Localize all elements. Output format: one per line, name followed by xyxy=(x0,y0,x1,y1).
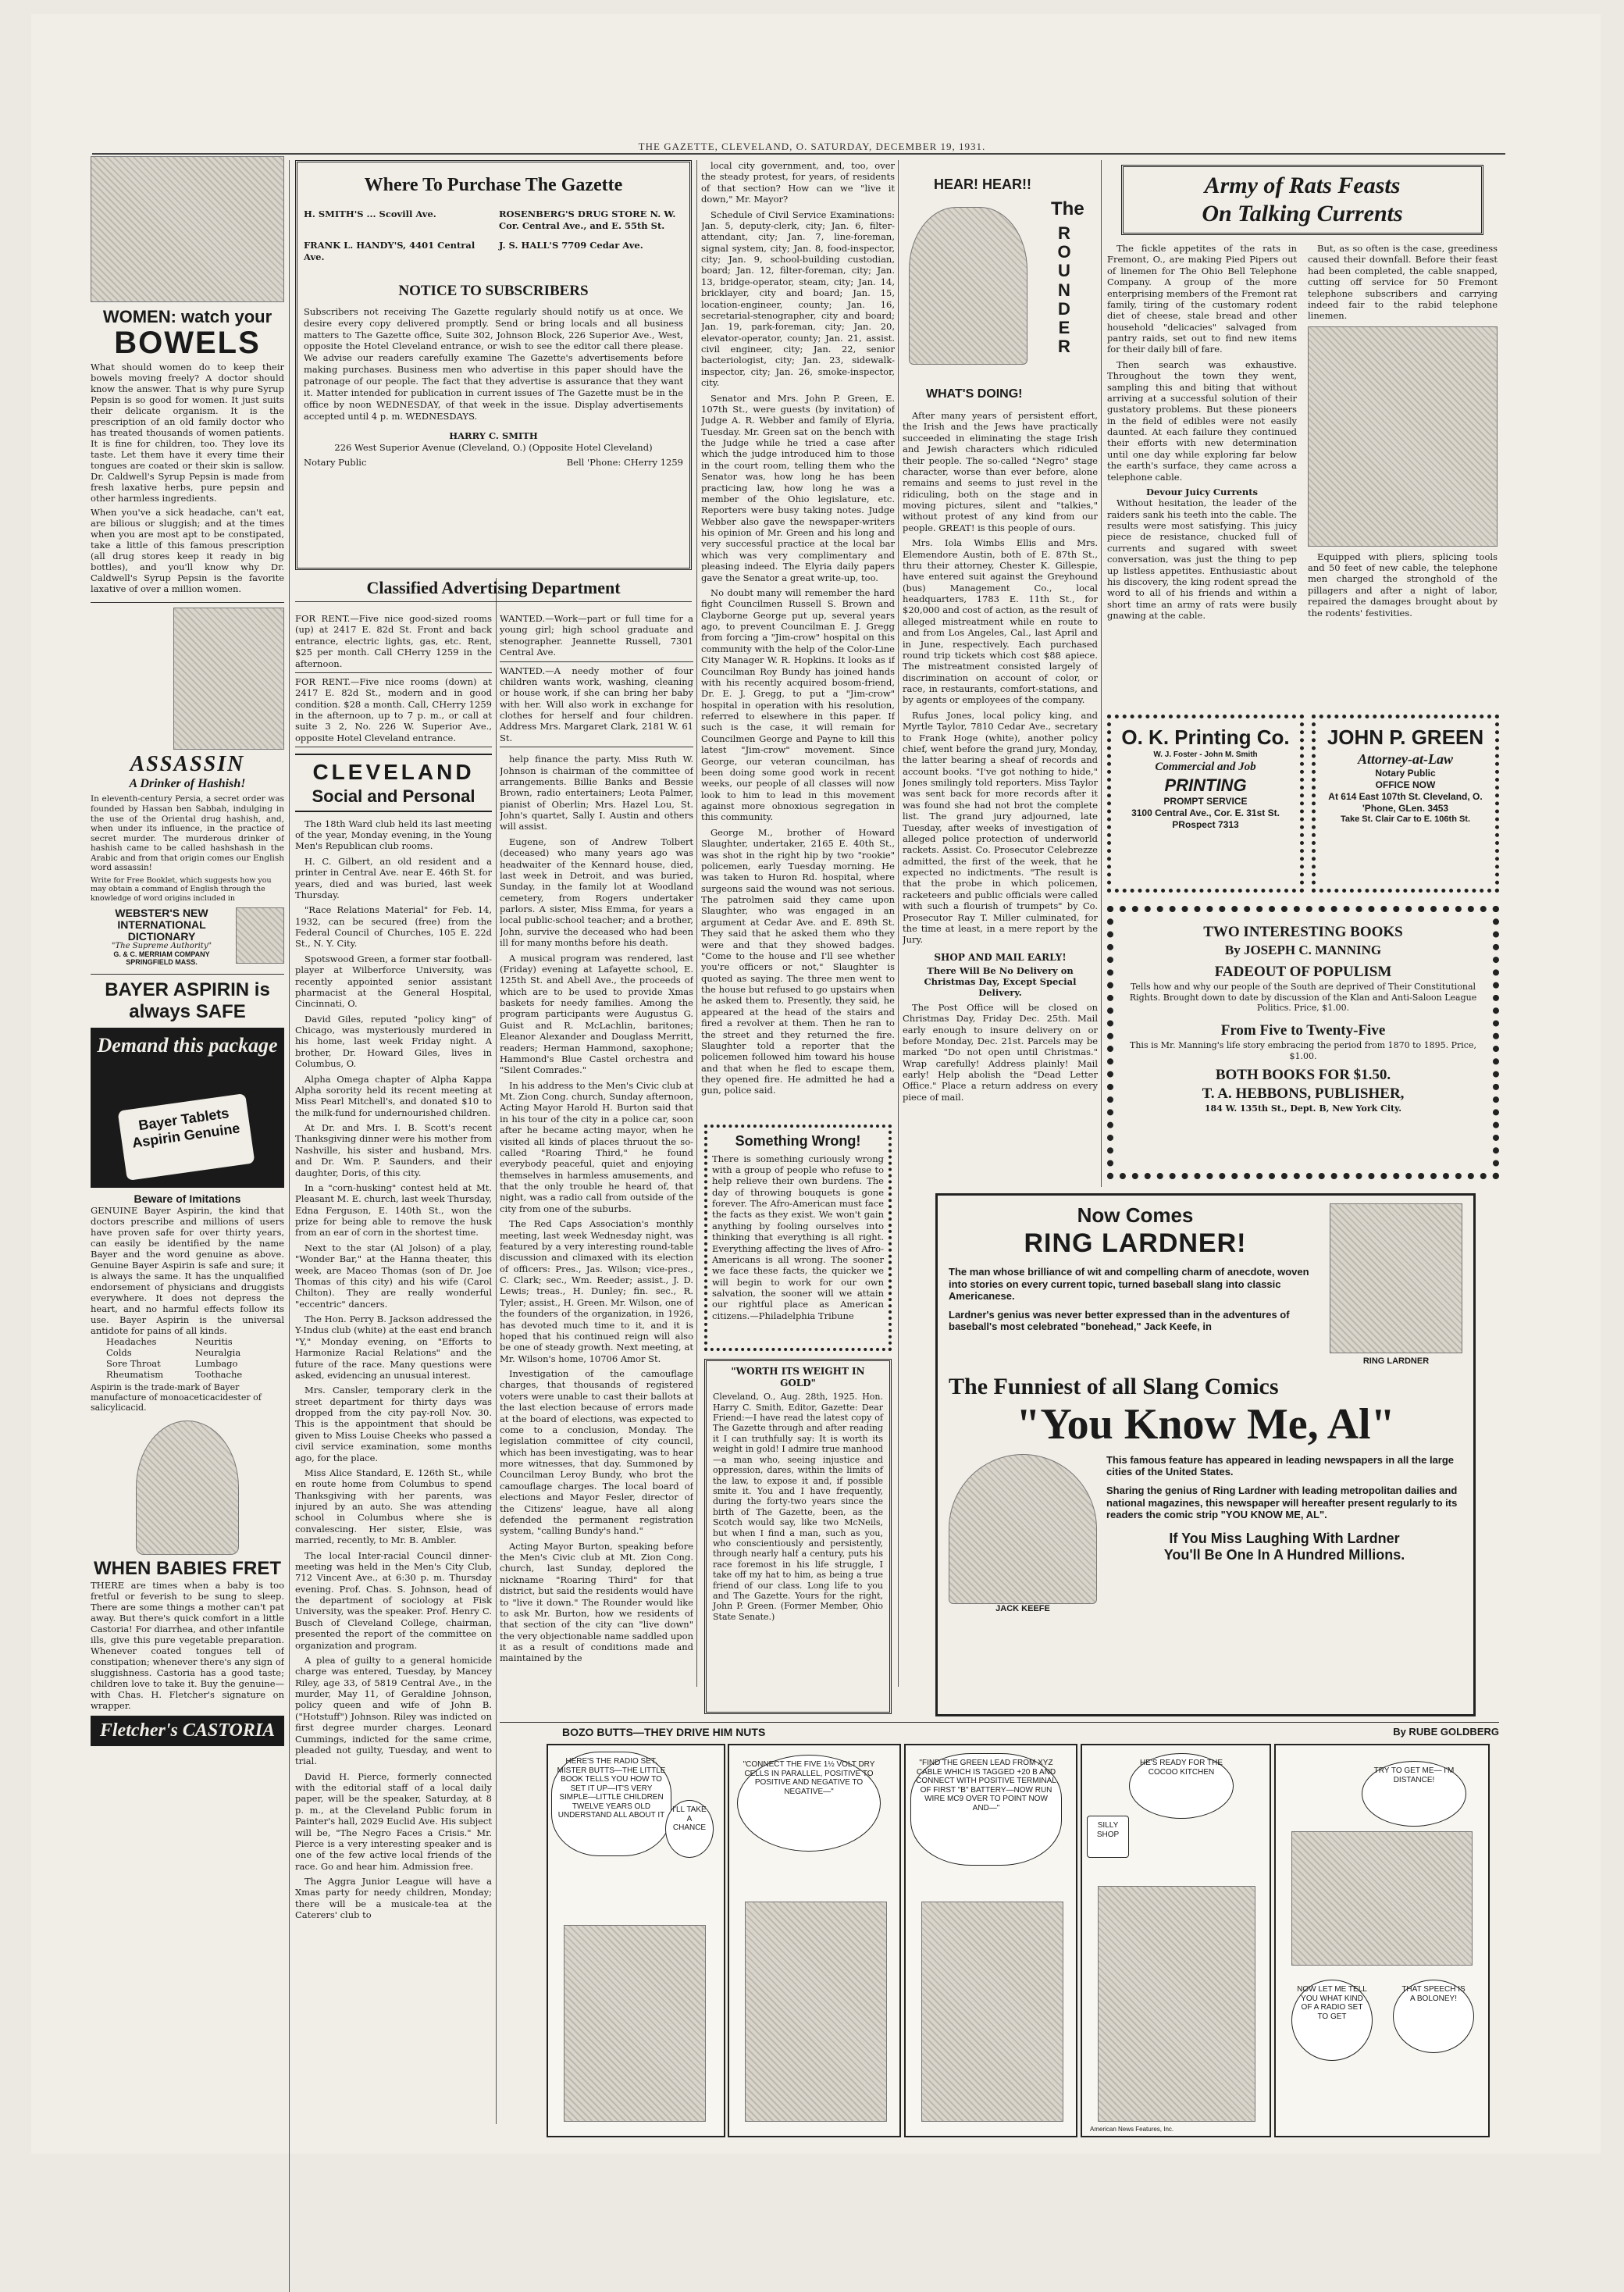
panel-1-figures xyxy=(564,1925,706,2122)
printing-line-3: PROMPT SERVICE xyxy=(1163,796,1248,807)
bayer-beware: Beware of Imitations xyxy=(134,1192,241,1205)
speech-bubble: NOW LET ME TELL YOU WHAT KIND OF A RADIO SET TO GET xyxy=(1291,1980,1373,2061)
social-item: In a "corn-husking" contest held at Mt. Pleasant M. E. church, last week Thursday, Edna Ferguson, E. 140th St., won the prize for being able to remove the husk from an ear of corn in the shortest time. xyxy=(295,1182,492,1239)
news-item: local city government, and, too, over the steady protest, for years, of residents of that section? How can we "live it down," Mr. Mayor? xyxy=(701,160,895,205)
books-publisher-address: 184 W. 135th St., Dept. B, New York City. xyxy=(1204,1103,1402,1114)
bayer-package-illustration xyxy=(91,1028,284,1188)
webster-title: WEBSTER'S NEW INTERNATIONAL DICTIONARY xyxy=(115,907,208,943)
printing-line-2: PRINTING xyxy=(1164,775,1247,795)
news-item: No doubt many will remember the hard fight Councilmen Russell S. Brown and Clayborne George put up, several years ago, to prevent Councilman E. J. Gregg from forcing a "Jim-crow" hospital on this community with the help of the Color-Line City Manager W. R. Hopkins. It looks as if Councilman Roy Bundy has joined hands with his recently acquired bosom-friend, Dr. E. J. Gregg, to put a "Jim-crow" hospital in operation with his resolution, referred to elsewhere in this paper. If such is the case, it will remain for Councilmen George and Payne to kill this latest "Jim-crow" movement. Since George, our veteran councilman, has been doing some good work in recent weeks, our people of all classes will now look to him to lead in this movement against more obnoxious segregation in this community. xyxy=(701,586,895,823)
rounder-item: Mrs. Iola Wimbs Ellis and Mrs. Elemendore Austin, both of E. 87th St., thru their attorney, Chester K. Gillespie, have entered suit against the Greyhound (bus) Management Co., local headquarters, 1783 E. 11th St., for $20,000 and cost of action, as the result of alleged mistreatment while en route to and from Los Angeles, Cal., last April and in June, respectively. Each purchased round trip tickets which cost $88 apiece. The mistreatment consisted largely of discrimination on account of color, or race, in restaurants, comfort-stations, and by agents or employees of the company. xyxy=(903,537,1098,706)
comic-credit: American News Features, Inc. xyxy=(1090,2126,1174,2133)
social-item: "Race Relations Material" for Feb. 14, 1932, can be secured (free) from the Federal Council of Churches, 105 E. 22d St., N. Y. City. xyxy=(295,904,492,950)
speech-bubble: HERE'S THE RADIO SET, MISTER BUTTS—THE LITTLE BOOK TELLS YOU HOW TO SET IT UP—IT'S VERY SIMPLE—LITTLE CHILDREN TWELVE YEARS OLD UNDERSTAND ALL ABOUT IT xyxy=(551,1752,671,1856)
social-item: H. C. Gilbert, an old resident and a printer in Central Ave. near E. 46th St. for years, died and was buried, last week Thursday. xyxy=(295,855,492,900)
social-item: Investigation of the camouflage charges, that thousands of registered voters were unable to cast their ballots at the last election because of errors made at the board of elections, was expected to come to a conclusion, Monday. The legislation committee of city council, which has been investigating, was to hear more witnesses, that day. Summoned by Councilman Leroy Bundy, who brot the camouflage charges. The local board of elections and Mayor Fesler, director of the Citizens' league, have all along defended the permanent registration system, "calling Bundy's hand." xyxy=(500,1368,693,1537)
social-item: Next to the star (Al Jolson) of a play, "Wonder Bar," at the Hanna theater, this week, are Maceo Thomas (son of Dr. Joe Thomas of this city) and his wife (Carol Chilton). They are really wonderful "eccentric" dancers. xyxy=(295,1242,492,1310)
ailment: Colds xyxy=(106,1346,132,1358)
green-name: JOHN P. GREEN xyxy=(1327,725,1484,749)
comic-panel-2 xyxy=(728,1744,901,2137)
rats-text: Equipped with pliers, splicing tools and 50 feet of new cable, the telephone men charged the stronghold of the pillagers and after a night of labor, repaired the damages brought about by the rodents' festivities. xyxy=(1308,551,1498,618)
babies-text: THERE are times when a baby is too fretful or feverish to be sung to sleep. There are some things a mother can't pat away. But there's quick comfort in a little Castoria! For diarrhea, and other infantile ills, give this pure vegetable preparation. Whenever coated tongues tell of constipation; whenever there's any sign of sluggishness. Castoria has a good taste; children love to take it. Buy the genuine—with Chas. H. Fletcher's signature on wrapper. xyxy=(91,1580,284,1712)
rounder-item: After many years of persistent effort, the Irish and the Jews have practically succeeded in eliminating the stage Irish and Jewish characters which ridiculed their people. The so-called "Negro" stage character, worse than ever before, alone remains and seems to just revel in the ridiculing, both on the stage and in moving pictures, silent and "talkies," without protest of any kind from our people. GREAT! is this people of ours. xyxy=(903,410,1098,533)
speech-bubble: "FIND THE GREEN LEAD FROM XYZ CABLE WHICH IS TAGGED +20 B AND CONNECT WITH POSITIVE TERMINAL OF FIRST "B" BATTERY—NOW RUN WIRE MC9 OVER TO POINT NOW AND—" xyxy=(910,1753,1062,1866)
books-author: By JOSEPH C. MANNING xyxy=(1224,942,1382,957)
bayer-demand: Demand this package xyxy=(97,1033,278,1057)
social-title-2: Social and Personal xyxy=(295,786,492,812)
comic-title: BOZO BUTTS—THEY DRIVE HIM NUTS xyxy=(562,1726,766,1738)
notary-label: Notary Public xyxy=(304,456,367,468)
rounder-figure-illustration xyxy=(909,207,1027,365)
social-item: David Giles, reputed "policy king" of Chicago, was mysteriously murdered in his home, last week Friday night. A brother, Dr. Howard Giles, lives in Columbus, O. xyxy=(295,1013,492,1070)
social-item: David H. Pierce, formerly connected with the editorial staff of a local daily paper, will be the speaker, Saturday, at 8 p. m., at the Cleveland Public forum in Painter's hall, 2029 Euclid Ave. His subject will be, "The Negro Faces a Crisis." Mr. Pierce is a very interesting speaker and is one of the few active local friends of the race. Go and hear him. Admission free. xyxy=(295,1770,492,1872)
store-item: ROSENBERG'S DRUG STORE N. W. Cor. Central Ave., and E. 55th St. xyxy=(499,209,676,232)
lardner-name: RING LARDNER! xyxy=(1024,1228,1247,1259)
lardner-now: Now Comes xyxy=(1077,1203,1194,1227)
green-notary: Notary Public xyxy=(1375,768,1436,779)
purchase-gazette-box xyxy=(295,160,692,570)
dictionary-book-icon xyxy=(236,907,284,964)
social-item: The local Inter-racial Council dinner-meeting was held in the Men's City Club, 712 Vincent Ave., at 6:30 p. m. Thursday evening. Prof. Chas. S. Johnson, head of the department of sociology at Fisk University, was the speaker. Prof. Henry C. Busch of Cleveland College, chairman, presented the report of the committee on organization and program. xyxy=(295,1549,492,1651)
bowels-ad-text-2: When you've a sick headache, can't eat, are bilious or sluggish; and at the times when you are most apt to be constipated, take a little of this famous prescription (all drug stores keep it ready in big bottles), and you'll know why Dr. Caldwell's Syrup Pepsin is the favorite laxative of over a million women. xyxy=(91,507,284,595)
green-phone: 'Phone, GLen. 3453 xyxy=(1362,803,1449,814)
green-address: At 614 East 107th St. Cleveland, O. xyxy=(1328,791,1483,802)
worth-weight-text: Cleveland, O., Aug. 28th, 1925. Hon. Harry C. Smith, Editor, Gazette: Dear Friend:—I have read the latest copy of The Gazette through and after reading it I can truthfully say: It is worth its weight in gold! I admire true manhood—a man who, seeing injustice and oppression, dares, within the limits of the law, to expose it and, if possible smite it. You and I have frequently, during the forty-two years since the birth of The Gazette, been, as the Scotch would say, like two McNeils, but when I find a man, such as you, who conscientiously and persistently, through nearly half a century, puts his race foremost in his life struggle, I take off my hat to him, as being a true friend of our class. Long life to you and The Gazette. Yours for the right, John P. Green. (Former Member, Ohio State Senate.) xyxy=(713,1392,883,1622)
lardner-miss-1: If You Miss Laughing With Lardner xyxy=(1169,1530,1400,1546)
ring-lardner-ad xyxy=(935,1193,1476,1716)
doctor-woman-illustration xyxy=(91,156,284,302)
lardner-miss-2: You'll Be One In A Hundred Millions. xyxy=(1163,1547,1405,1563)
webster-tagline: "The Supreme Authority" xyxy=(111,942,212,951)
shop-early-subtitle: There Will Be No Delivery on Christmas Day, Except Special Delivery. xyxy=(924,964,1077,999)
printing-name: O. K. Printing Co. xyxy=(1121,725,1290,749)
shop-early-title: SHOP AND MAIL EARLY! xyxy=(934,951,1067,963)
store-item: J. S. HALL'S 7709 Cedar Ave. xyxy=(499,240,643,251)
ailment: Sore Throat xyxy=(106,1357,161,1369)
keefe-caption: JACK KEEFE xyxy=(995,1603,1050,1613)
rats-title-1: Army of Rats Feasts xyxy=(1204,173,1401,198)
publisher-name: HARRY C. SMITH xyxy=(449,430,538,441)
social-item: Miss Alice Standard, E. 126th St., while en route home from Columbus to spend Thanksgiving with her parents, was injured by an auto. She was attending school in Columbus where she is convalescing. Her sister, Elsie, was married, recently, to Mr. B. Ambler. xyxy=(295,1467,492,1546)
lardner-ykma: "You Know Me, Al" xyxy=(1016,1400,1395,1449)
assassin-text: In eleventh-century Persia, a secret order was founded by Hassan ben Sabbah, indulging in the use of the Oriental drug hashish, and, when under its influence, in the practice of secret murder. The murderous drinker of hashish came to be called hashshash in the Arabic and from that origin comes our English word assassin! xyxy=(91,794,284,873)
books-ad xyxy=(1107,906,1499,1179)
assassin-ad xyxy=(91,602,284,966)
column-4 xyxy=(701,160,895,1117)
green-title: Attorney-at-Law xyxy=(1358,750,1453,767)
rats-text: The fickle appetites of the rats in Fremont, O., are making Pied Pipers out of linemen for The Ohio Bell Telephone Company. A group of the more enterprising members of the Fremont rat family, tiring of the customary rodent diet of cheese, stale bread and other household "delicacies" salvaged from pantry raids, set out to find new items for their daily bill of fare. xyxy=(1107,243,1297,355)
ailment: Lumbago xyxy=(195,1357,238,1369)
wanted-ad-2: WANTED.—A needy mother of four children wants work, washing, cleaning or house work, if she can bring her baby with her. Will also work in exchange for clothes for herself and four children. Address Mrs. Margaret Clark, 2181 W. 61 St. xyxy=(500,665,693,748)
social-item: The Aggra Junior League will have a Xmas party for needy children, Monday; there will be a musicale-tea at the Caterers' club to xyxy=(295,1876,492,1921)
panel-5-figures xyxy=(1291,1831,1473,1966)
bowels-headline-2: BOWELS xyxy=(114,326,261,360)
books-publisher: T. A. HEBBONS, PUBLISHER, xyxy=(1202,1085,1405,1102)
ailment: Neuritis xyxy=(195,1335,233,1347)
masthead: THE GAZETTE, CLEVELAND, O. SATURDAY, DECEMBER 19, 1931. xyxy=(638,141,986,152)
printing-address: 3100 Central Ave., Cor. E. 31st St. xyxy=(1131,807,1280,819)
something-wrong-box xyxy=(704,1125,892,1351)
panel-2-figures xyxy=(745,1902,887,2122)
webster-publisher: G. & C. MERRIAM COMPANY SPRINGFIELD MASS. xyxy=(113,950,210,967)
rounder-head: HEAR! HEAR!! xyxy=(934,176,1031,192)
news-item: Schedule of Civil Service Examinations: Jan. 5, deputy-clerk, city; Jan. 6, filter-attendant, city; Jan. 7, line-foreman, signal system, city; Jan. 8, food-inspector, city; Jan. 9, school-building custodian, board; Jan. 12, filter-foreman, city; Jan. 13, bridge-operator, steam, city; Jan. 14, bricklayer, city and board; Jan. 15, location-engineer, county; Jan. 16, secretarial-stenographer, city and board; Jan. 19, park-foreman, city; Jan. 20, elevator-operator, county; Jan. 21, assist. civil engineer, city; Jan. 22, senior bacteriologist, city; Jan. 23, sidewalk-inspector, city; Jan. 26, smoke-inspector, city. xyxy=(701,209,895,389)
column-2 xyxy=(295,613,492,2128)
sign-label: SILLY SHOP xyxy=(1087,1816,1129,1858)
shop-early-text: The Post Office will be closed on Christmas Day, Friday Dec. 25th. Mail early enough to insure delivery on or before Monday, Dec. 21st. Parcels may be marked "Do not open until Christmas." Wrap carefully! Address plainly! Mail early! Help abolish the "Dead Letter Office." Place a return address on every piece of mail. xyxy=(903,1001,1098,1103)
rats-title-box xyxy=(1121,165,1483,235)
rounder-item: Rufus Jones, local policy king, and Myrtle Taylor, 7810 Cedar Ave., secretary to Frank Hoge (white), another policy chief, went before the grand jury, Monday, the latter bearing a sheaf of records and account books. "I've got nothing to hide," Jones smilingly told reporters. Miss Taylor was sent back for more records after it was found she had not brot the complete list. The grand jury adjourned, late Tuesday, after weeks of investigation of alleged police protection of underworld rackets. Assist. Co. Prosecutor Celebrezze admitted, the first of the week, that he expected no indictments. "The result is that the probe in which policemen, racketeers and public officials were called with such a flourish of trumpets" by Co. Prosecutor Ray T. Miller culminated, for the time at least, in a mere report by the Jury. xyxy=(903,709,1098,946)
rounder-column xyxy=(903,160,1098,1191)
book-2-desc: This is Mr. Manning's life story embracing the period from 1870 to 1895. Price, $1.00. xyxy=(1130,1039,1476,1061)
rounder-the: The xyxy=(1051,198,1084,219)
social-item: The Red Caps Association's monthly meeting, last week Wednesday night, was featured by a very interesting round-table discussion and climaxed with its election of officers: Pres., Jas. Wilson; vice-pres., C. Clark; sec., Wm. Reeder; assist., J. D. Lewis; treas., H. Dunley; fin. sec., R. Tyler; assist., H. Green. Mr. Wilson, one of the founders of the organization, in 1926, has devoted much time to it, and it is hoped that his continued reign will also be one of steady growth. Next meeting, at Mr. Wilson's home, 10706 Amor St. xyxy=(500,1218,693,1364)
rats-text: But, as so often is the case, greediness caused their downfall. Before their feast had been completed, the cable snapped, cutting off service for 50 Fremont telephone subscribers and carrying indeed fair to the rabid telephone linemen. xyxy=(1308,243,1498,322)
news-item: Senator and Mrs. John P. Green, E. 107th St., were guests (by invitation) of Judge A. R. Webber and family of Elyria, Tuesday. Mr. Green sat on the bench with the Judge while he tried a case after which the judge introduced him to those in the court room, telling them who the Senator was, how long he has been practicing law, how long he was a member of the Ohio legislature, etc. Reporters were busy taking notes. Judge Webber also gave the newspaper-writers his opinion of Mr. Green and his long and very successful practice at the local bar which was very complimentary and pleasing indeed. The Elyria daily papers gave the Senator a great write-up, too. xyxy=(701,392,895,583)
rent-ad-2: FOR RENT.—Five nice rooms (down) at 2417 E. 82d St., modern and in good condition. $28 a month. Call, CHerry 1259 in the afternoon, up to 7 p. m., or call at suite 3 2, No. 226 W. Superior Ave., opposite Hotel Cleveland entrance. xyxy=(295,676,492,747)
bayer-ad xyxy=(91,974,284,1413)
panel-3-figures xyxy=(921,1902,1063,2122)
lardner-photo-caption: RING LARDNER xyxy=(1362,1356,1430,1366)
comic-panel-3 xyxy=(904,1744,1077,2137)
column-rule xyxy=(696,160,697,1687)
lardner-funniest: The Funniest of all Slang Comics xyxy=(949,1374,1279,1400)
rats-title-2: On Talking Currents xyxy=(1202,201,1403,226)
news-item: George M., brother of Howard Slaughter, undertaker, 2165 E. 40th St., was shot in the right hip by two "rookie" policemen, early Tuesday morning. He was taken to Huron Rd. hospital, where surgeons said the wound was not serious. The patrolmen said they came upon Slaughter, who was engaged in an argument at Cedar Ave. and E. 89th St. They said that he asked them who they were and that they showed badges. "Come to the house and I'll see whether you're officers or not," Slaughter is quoted as saying. The three men went to the house but refused to go upstairs when he asked them to. Presently, they said, he appeared at the head of the stairs and fired a revolver at them. Then he ran to the street and they returned the fire. Slaughter told a reporter that the policemen followed him toward his house and that when he fled to escape them, they opened fire. He admitted he had a gun, police said. xyxy=(701,826,895,1096)
john-green-ad xyxy=(1312,715,1499,893)
rats-subhead: Devour Juicy Currents xyxy=(1145,486,1259,497)
bowels-ad-text: What should women do to keep their bowels moving freely? A doctor should know the answer. That is why pure Syrup Pepsin is so good for women. It just suits their delicate organism. It is the prescription of an old family doctor who has treated thousands of women patients. It is fine for children, too. They love its taste. Let them have it every time their tongues are coated or their skin is sallow. Dr. Caldwell's Syrup Pepsin is made from fresh laxative herbs, pure pepsin and other harmless ingredients. xyxy=(91,362,284,504)
left-ads-column xyxy=(91,156,284,2155)
something-wrong-title: Something Wrong! xyxy=(735,1133,861,1149)
book-2-title: From Five to Twenty-Five xyxy=(1220,1022,1386,1039)
masthead-rule xyxy=(92,153,1505,155)
rats-article xyxy=(1107,160,1498,707)
lardner-text-2: Lardner's genius was never better expressed than in the adventures of baseball's most celebrated "bonehead," Jack Keefe, in xyxy=(949,1308,1290,1333)
store-list xyxy=(304,209,683,263)
castoria-ad xyxy=(91,1420,284,1746)
books-title: TWO INTERESTING BOOKS xyxy=(1203,924,1403,940)
social-item: Mrs. Cansler, temporary clerk in the street department for thirty days was dropped from the city pay-roll Nov. 30. This is the appointment that should be given to Miss Louise Cheeks who passed a civil service examination, some months ago, for the place. xyxy=(295,1385,492,1463)
rounder-word: ROUNDER xyxy=(1057,223,1071,357)
worth-weight-box xyxy=(704,1359,892,1714)
social-item: Eugene, son of Andrew Tolbert (deceased) who many years ago was headwaiter of the Kennard house, died, last week in Detroit, and was buried, Sunday, in the family lot at Woodland cemetery, from Rogers undertaker parlors. A sister, Miss Emma, for years a local public-school teacher; and a brother, John, survive the deceased who had been ill for many months before his death. xyxy=(500,836,693,949)
speech-bubble: TRY TO GET ME— I'M DISTANCE! xyxy=(1362,1761,1466,1827)
social-item: The Hon. Perry B. Jackson addressed the Y-Indus club (white) at the east end branch "Y," Monday evening, on "Efforts to Harmonize Racial Relations" and the future of the race. Many questions were asked, evidencing an unusual interest. xyxy=(295,1314,492,1381)
lardner-text-4: Sharing the genius of Ring Lardner with leading metropolitan dailies and national magazines, this newspaper will hereafter present regularly to its readers the comic strip "YOU KNOW ME, AL". xyxy=(1106,1484,1458,1521)
column-rule xyxy=(898,160,899,1687)
assassin-text-2: Write for Free Booklet, which suggests how you may obtain a command of English through the knowledge of word origins included in xyxy=(91,876,272,903)
rats-text: Without hesitation, the leader of the raiders sank his teeth into the cable. The results were most satisfying. This juicy piece de resistance, chucked full of currents and sugared with sweet conversation, was just the thing to pep up listless appetites. Enthusiastic about his discovery, the king rodent spread the word to all of his friends and within a short time an army of rats were busily gnawing at the cable. xyxy=(1107,497,1297,621)
book-1-desc: Tells how and why our people of the South are deprived of Their Constitutional Rights. Brought down to date by discussion of the Klan and Anti-Saloon League Politics. Price, $1.00. xyxy=(1129,981,1477,1014)
whats-doing: WHAT'S DOING! xyxy=(926,387,1023,401)
notice-text: Subscribers not receiving The Gazette regularly should notify us at once. We desire every copy delivered promptly. Send or bring locals and all business matters to The Gazette office, Suite 302, Johnson Block, 226 Superior Ave., West, opposite the Hotel Cleveland entrance, or wish to see the editor call there please. We advise our readers carefully examine The Gazette's advertisements before making purchases. Business men who advertise in this paper should have the patronage of our people. The fact that they advertise is assurance that they want it. Matter intended for publication in current issues of The Gazette must be in the office by noon WEDNESDAY, of that week in the issue. Display advertisements accepted until 4 p. m. WEDNESDAYS. xyxy=(304,305,683,422)
comic-byline: By RUBE GOLDBERG xyxy=(1393,1726,1499,1738)
rats-illustration xyxy=(1308,326,1498,547)
ok-printing-ad xyxy=(1107,715,1304,893)
panel-4-figures xyxy=(1098,1886,1255,2122)
lardner-text-1: The man whose brilliance of wit and compelling charm of anecdote, woven into stories on every current topic, turned baseball slang into classic Americanese. xyxy=(949,1265,1309,1303)
classified-title: Classified Advertising Department xyxy=(295,578,692,602)
bayer-text: GENUINE Bayer Aspirin, the kind that doctors prescribe and millions of users have proven safe for over thirty years, can easily be identified by the name Bayer and the word genuine as above. Genuine Bayer Aspirin is safe and sure; it is always the same. It has the unqualified endorsement of physicians and druggists everywhere. It does not depress the heart, and no harmful effects follow its use. Bayer Aspirin is the universal antidote for pains of all kinds. xyxy=(91,1204,284,1336)
printing-line-1: Commercial and Job xyxy=(1155,761,1256,773)
comic-panel-1 xyxy=(547,1744,725,2137)
lardner-portrait xyxy=(1330,1203,1462,1353)
assassin-title: ASSASSIN xyxy=(130,752,245,777)
green-office: OFFICE NOW xyxy=(1375,779,1436,790)
comic-panel-5 xyxy=(1274,1744,1490,2137)
books-offer: BOTH BOOKS FOR $1.50. xyxy=(1215,1067,1391,1084)
bayer-package: Bayer Tablets Aspirin Genuine xyxy=(118,1093,255,1180)
ailment: Neuralgia xyxy=(195,1346,241,1358)
store-item: FRANK L. HANDY'S, 4401 Central Ave. xyxy=(304,240,475,262)
bayer-trademark: Aspirin is the trade-mark of Bayer manufacture of monoaceticacidester of salicylicacid. xyxy=(91,1381,262,1413)
social-item: At Dr. and Mrs. I. B. Scott's recent Thanksgiving dinner were his mother from Nashville, his sister and husband, Mrs. and Dr. Wm. P. Saunders, and their daughter, Doris, of this city. xyxy=(295,1122,492,1178)
social-item: The 18th Ward club held its last meeting of the year, Monday evening, in the Young Men's Republican club rooms. xyxy=(295,818,492,852)
phone-number: Bell 'Phone: CHerry 1259 xyxy=(566,456,683,468)
worth-weight-title: "WORTH ITS WEIGHT IN GOLD" xyxy=(731,1366,865,1388)
green-car: Take St. Clair Car to E. 106th St. xyxy=(1340,814,1471,824)
notice-title: NOTICE TO SUBSCRIBERS xyxy=(398,282,589,299)
something-wrong-text: There is something curiously wrong with a group of people who refuse to help relieve their own burdens. The day of throwing bouquets is gone forever. The Afro-American must face the facts as they exist. We won't gain anything by fooling ourselves into thinking that everything is all right. Everything affecting the lives of Afro-Americans is all wrong. The sooner we face these facts, the quicker we will begin to work for our own salvation, the sooner will we attain our rightful place as American citizens.—Philadelphia Tribune xyxy=(712,1153,884,1321)
ailment: Toothache xyxy=(195,1368,243,1380)
jack-keefe-illustration xyxy=(949,1454,1097,1604)
speech-bubble: "CONNECT THE FIVE 1½ VOLT DRY CELLS IN PARALLEL, POSITIVE TO POSITIVE AND NEGATIVE TO NEGATIVE—" xyxy=(737,1755,881,1852)
bayer-ailments-list xyxy=(91,1336,284,1380)
bozo-butts-comic xyxy=(500,1722,1499,2151)
printing-staff: W. J. Foster - John M. Smith xyxy=(1153,750,1258,759)
column-rule xyxy=(289,160,290,2292)
social-item: Alpha Omega chapter of Alpha Kappa Alpha sorority held its recent meeting at Miss Pearl Mitchell's, and donated $10 to the milk-fund for undernourished children. xyxy=(295,1073,492,1118)
toy-dog-illustration xyxy=(136,1420,239,1555)
assassin-illustration xyxy=(173,608,284,750)
column-rule xyxy=(1101,160,1102,1187)
column-rule xyxy=(496,578,497,2124)
comic-panel-4 xyxy=(1081,1744,1271,2137)
rent-ad-1: FOR RENT.—Five nice good-sized rooms (up) at 2417 E. 82d St. Front and back entrance, electric lights, gas, etc. Rent, $25 per month. Call CHerry 1259 in the afternoon. xyxy=(295,613,492,673)
social-item: Spotswood Green, a former star football-player at Wilberforce University, was recently appointed senior assistant pharmacist at the General Hospital, Cincinnati, O. xyxy=(295,953,492,1010)
lardner-text-3: This famous feature has appeared in leading newspapers in all the large cities of the United States. xyxy=(1106,1453,1455,1478)
bayer-headline: BAYER ASPIRIN is always SAFE xyxy=(105,979,270,1022)
wanted-ad-1: WANTED.—Work—part or full time for a young girl; high school graduate and stenographer. Jeannette Russell, 7301 Central Ave. xyxy=(500,613,693,662)
social-item: A musical program was rendered, last (Friday) evening at Lafayette school, E. 125th St. and Abell Ave., the proceeds of which are to be used to provide Xmas baskets for needy families. Among the program participants were Augustus G. Guist and R. McLachlin, baritones; Eleanor Alexander and Douglass Merritt, readers; Herman Hammond, saxophone; Hammond's Blue Castel orchestra and "Silent Comrades." xyxy=(500,952,693,1076)
social-item: A plea of guilty to a general homicide charge was entered, Tuesday, by Mancey Riley, age 33, of 5819 Central Ave., in the murder, May 11, of Geraldine Johnson, policy queen and wife of John B. ("Hotstuff") Johnson. Riley was indicted on first degree murder charges. Leonard Cummings, indicted for the same crime, pleaded not guilty, Tuesday, and went to trial. xyxy=(295,1654,492,1767)
ailment: Rheumatism xyxy=(106,1368,164,1380)
social-item: Acting Mayor Burton, speaking before the Men's Civic club at Mt. Zion Cong. church, last Sunday, deplored the nickname "Roaring Third" for that district, but said the residents would have to "live it down." The Rounder would like to ask Mr. Burton, how we residents of that section of the city can "live down" the very objectionable name saddled upon it as a result of conditions made and maintained by the xyxy=(500,1540,693,1664)
publisher-address: 226 West Superior Avenue (Cleveland, O.) (Opposite Hotel Cleveland) xyxy=(334,441,653,453)
assassin-subtitle: A Drinker of Hashish! xyxy=(129,777,246,791)
store-item: H. SMITH'S ... Scovill Ave. xyxy=(304,209,436,220)
book-1-title: FADEOUT OF POPULISM xyxy=(1214,964,1392,980)
babies-headline: WHEN BABIES FRET xyxy=(94,1558,281,1580)
castoria-logo: Fletcher's CASTORIA xyxy=(91,1716,284,1746)
ailment: Headaches xyxy=(106,1335,157,1347)
bowels-headline-1: WOMEN: watch your xyxy=(102,307,272,326)
speech-bubble: HE'S READY FOR THE COCOO KITCHEN xyxy=(1129,1753,1234,1819)
purchase-title: Where To Purchase The Gazette xyxy=(364,175,623,195)
speech-bubble: I'LL TAKE A CHANCE xyxy=(665,1800,714,1858)
speech-bubble: THAT SPEECH IS A BOLONEY! xyxy=(1393,1980,1474,2053)
social-item: help finance the party. Miss Ruth W. Johnson is chairman of the committee of arrangements. Billie Banks and Bessie Brown, radio entertainers; Leota Palmer, pianist of Oberlin; Mrs. Hazel Lou, St. John's quartet, Sally I. Austin and others will assist. xyxy=(500,754,693,832)
classified-header xyxy=(295,578,692,609)
rats-text: Then search was exhaustive. Throughout the town they went, sampling this and biting that without arriving at a successful solution of their gustatory problems. But these pioneers in the field of edibles were not easily daunted. At each failure they continued their efforts with new determination until one day while exploring far below the earth's surface, they came across a telephone cable. xyxy=(1107,358,1297,483)
social-title-1: CLEVELAND xyxy=(295,754,492,786)
social-item: In his address to the Men's Civic club at Mt. Zion Cong. church, Sunday afternoon, Acting Mayor Harold H. Burton said that in his tour of the city in a police car, soon after he became acting mayor, when he visited all kinds of places thruout the so-called "Roaring Third," he found everybody peaceful, quiet and enjoying themselves in harmless amusements, and that the only trouble he heard of, that night, was a radio call from outside of the city from one of the suburbs. xyxy=(500,1079,693,1214)
printing-phone: PRospect 7313 xyxy=(1172,819,1239,831)
